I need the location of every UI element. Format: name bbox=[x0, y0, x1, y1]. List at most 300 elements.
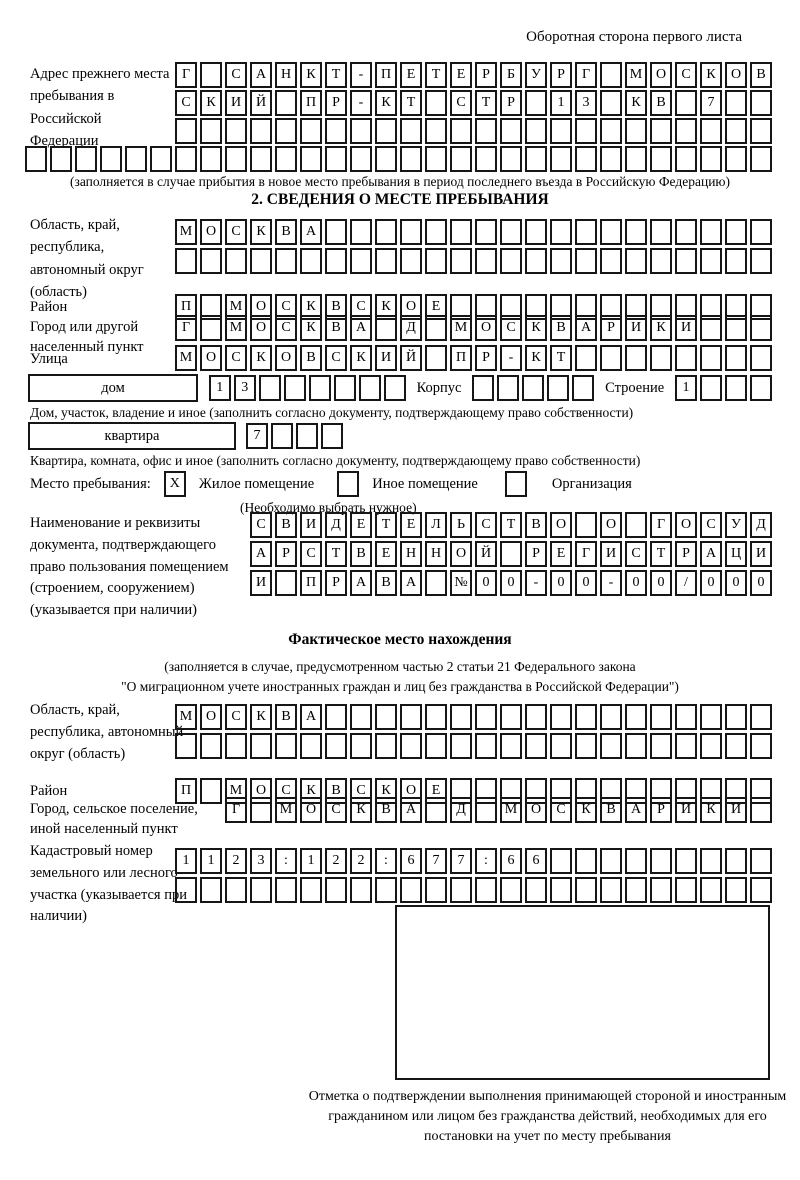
char-cell[interactable]: В bbox=[375, 570, 397, 596]
char-cell[interactable] bbox=[500, 219, 522, 245]
char-cell[interactable] bbox=[675, 877, 697, 903]
char-cell[interactable] bbox=[650, 877, 672, 903]
char-cell[interactable] bbox=[450, 733, 472, 759]
char-cell[interactable] bbox=[375, 733, 397, 759]
char-cell[interactable] bbox=[700, 146, 722, 172]
char-cell[interactable]: Е bbox=[425, 778, 447, 804]
char-cell[interactable] bbox=[100, 146, 122, 172]
char-cell[interactable]: О bbox=[275, 345, 297, 371]
char-cell[interactable]: Р bbox=[475, 62, 497, 88]
char-cell[interactable] bbox=[200, 877, 222, 903]
char-cell[interactable] bbox=[300, 248, 322, 274]
char-cell[interactable]: Ц bbox=[725, 541, 747, 567]
char-cell[interactable] bbox=[497, 375, 519, 401]
char-cell[interactable] bbox=[275, 733, 297, 759]
char-cell[interactable] bbox=[325, 219, 347, 245]
char-cell[interactable] bbox=[625, 733, 647, 759]
char-cell[interactable] bbox=[250, 118, 272, 144]
char-cell[interactable]: О bbox=[200, 219, 222, 245]
char-cell[interactable] bbox=[750, 146, 772, 172]
char-cell[interactable]: В bbox=[325, 778, 347, 804]
char-cell[interactable]: В bbox=[750, 62, 772, 88]
char-cell[interactable]: О bbox=[450, 541, 472, 567]
char-cell[interactable] bbox=[600, 62, 622, 88]
char-cell[interactable] bbox=[550, 877, 572, 903]
char-cell[interactable]: 1 bbox=[175, 848, 197, 874]
char-cell[interactable]: О bbox=[250, 294, 272, 320]
char-cell[interactable] bbox=[600, 219, 622, 245]
char-cell[interactable]: П bbox=[175, 778, 197, 804]
char-cell[interactable] bbox=[550, 146, 572, 172]
char-cell[interactable]: К bbox=[200, 90, 222, 116]
char-cell[interactable]: Р bbox=[500, 90, 522, 116]
char-cell[interactable]: М bbox=[175, 345, 197, 371]
char-cell[interactable] bbox=[300, 877, 322, 903]
char-cell[interactable]: № bbox=[450, 570, 472, 596]
char-cell[interactable]: О bbox=[475, 315, 497, 341]
char-cell[interactable] bbox=[321, 423, 343, 449]
char-cell[interactable]: С bbox=[225, 62, 247, 88]
char-cell[interactable]: - bbox=[350, 90, 372, 116]
char-cell[interactable] bbox=[400, 704, 422, 730]
char-cell[interactable] bbox=[472, 375, 494, 401]
char-cell[interactable] bbox=[550, 219, 572, 245]
char-cell[interactable] bbox=[250, 248, 272, 274]
char-cell[interactable] bbox=[259, 375, 281, 401]
char-cell[interactable]: В bbox=[275, 512, 297, 538]
char-cell[interactable]: Р bbox=[325, 90, 347, 116]
char-cell[interactable]: К bbox=[700, 62, 722, 88]
char-cell[interactable] bbox=[675, 118, 697, 144]
char-cell[interactable] bbox=[475, 118, 497, 144]
char-cell[interactable] bbox=[200, 146, 222, 172]
char-cell[interactable] bbox=[700, 877, 722, 903]
char-cell[interactable]: 2 bbox=[325, 848, 347, 874]
char-cell[interactable]: : bbox=[275, 848, 297, 874]
char-cell[interactable]: С bbox=[675, 62, 697, 88]
char-cell[interactable]: О bbox=[400, 778, 422, 804]
char-cell[interactable]: П bbox=[300, 570, 322, 596]
char-cell[interactable] bbox=[600, 733, 622, 759]
char-cell[interactable] bbox=[650, 118, 672, 144]
char-cell[interactable] bbox=[700, 118, 722, 144]
char-cell[interactable] bbox=[425, 877, 447, 903]
char-cell[interactable] bbox=[750, 118, 772, 144]
char-cell[interactable] bbox=[525, 118, 547, 144]
char-cell[interactable] bbox=[550, 733, 572, 759]
char-cell[interactable]: Д bbox=[400, 315, 422, 341]
char-cell[interactable] bbox=[475, 877, 497, 903]
char-cell[interactable]: Г bbox=[175, 315, 197, 341]
char-cell[interactable] bbox=[275, 877, 297, 903]
char-cell[interactable]: В bbox=[550, 315, 572, 341]
char-cell[interactable] bbox=[250, 877, 272, 903]
char-cell[interactable]: Ь bbox=[450, 512, 472, 538]
char-cell[interactable] bbox=[500, 248, 522, 274]
char-cell[interactable] bbox=[450, 146, 472, 172]
char-cell[interactable]: 1 bbox=[200, 848, 222, 874]
char-cell[interactable]: П bbox=[175, 294, 197, 320]
char-cell[interactable] bbox=[725, 315, 747, 341]
char-cell[interactable] bbox=[284, 375, 306, 401]
char-cell[interactable] bbox=[275, 248, 297, 274]
char-cell[interactable]: О bbox=[250, 778, 272, 804]
char-cell[interactable]: Н bbox=[275, 62, 297, 88]
char-cell[interactable] bbox=[575, 512, 597, 538]
char-cell[interactable] bbox=[675, 90, 697, 116]
char-cell[interactable] bbox=[725, 877, 747, 903]
char-cell[interactable]: О bbox=[400, 294, 422, 320]
char-cell[interactable] bbox=[575, 345, 597, 371]
checkbox-zhiloe[interactable]: X bbox=[164, 471, 186, 497]
char-cell[interactable] bbox=[225, 733, 247, 759]
char-cell[interactable]: О bbox=[200, 345, 222, 371]
char-cell[interactable]: Е bbox=[425, 294, 447, 320]
char-cell[interactable]: 0 bbox=[750, 570, 772, 596]
char-cell[interactable] bbox=[175, 877, 197, 903]
char-cell[interactable] bbox=[750, 848, 772, 874]
char-cell[interactable] bbox=[522, 375, 544, 401]
char-cell[interactable] bbox=[375, 704, 397, 730]
char-cell[interactable]: У bbox=[725, 512, 747, 538]
char-cell[interactable] bbox=[309, 375, 331, 401]
char-cell[interactable] bbox=[650, 248, 672, 274]
char-cell[interactable] bbox=[375, 146, 397, 172]
char-cell[interactable]: М bbox=[625, 62, 647, 88]
char-cell[interactable] bbox=[575, 733, 597, 759]
char-cell[interactable] bbox=[450, 118, 472, 144]
char-cell[interactable]: С bbox=[175, 90, 197, 116]
char-cell[interactable] bbox=[725, 219, 747, 245]
char-cell[interactable]: С bbox=[450, 90, 472, 116]
char-cell[interactable]: Т bbox=[500, 512, 522, 538]
char-cell[interactable] bbox=[150, 146, 172, 172]
char-cell[interactable]: В bbox=[350, 541, 372, 567]
char-cell[interactable]: В bbox=[275, 704, 297, 730]
char-cell[interactable] bbox=[500, 877, 522, 903]
char-cell[interactable]: Т bbox=[325, 62, 347, 88]
char-cell[interactable] bbox=[450, 704, 472, 730]
char-cell[interactable] bbox=[750, 704, 772, 730]
char-cell[interactable] bbox=[200, 62, 222, 88]
char-cell[interactable]: Г bbox=[575, 62, 597, 88]
char-cell[interactable] bbox=[359, 375, 381, 401]
char-cell[interactable] bbox=[125, 146, 147, 172]
char-cell[interactable]: К bbox=[525, 345, 547, 371]
char-cell[interactable]: 0 bbox=[725, 570, 747, 596]
char-cell[interactable]: В bbox=[325, 294, 347, 320]
char-cell[interactable]: 3 bbox=[575, 90, 597, 116]
char-cell[interactable]: Е bbox=[350, 512, 372, 538]
char-cell[interactable] bbox=[700, 219, 722, 245]
char-cell[interactable] bbox=[375, 315, 397, 341]
char-cell[interactable]: 0 bbox=[575, 570, 597, 596]
char-cell[interactable]: И bbox=[725, 797, 747, 823]
char-cell[interactable]: 0 bbox=[700, 570, 722, 596]
char-cell[interactable] bbox=[325, 118, 347, 144]
char-cell[interactable]: 0 bbox=[650, 570, 672, 596]
char-cell[interactable]: П bbox=[375, 62, 397, 88]
char-cell[interactable]: К bbox=[350, 797, 372, 823]
char-cell[interactable]: К bbox=[300, 62, 322, 88]
char-cell[interactable] bbox=[725, 848, 747, 874]
char-cell[interactable]: С bbox=[275, 778, 297, 804]
char-cell[interactable]: Р bbox=[475, 345, 497, 371]
char-cell[interactable] bbox=[425, 315, 447, 341]
char-cell[interactable] bbox=[300, 118, 322, 144]
char-cell[interactable]: С bbox=[250, 512, 272, 538]
char-cell[interactable]: 3 bbox=[250, 848, 272, 874]
char-cell[interactable]: С bbox=[350, 778, 372, 804]
char-cell[interactable] bbox=[600, 248, 622, 274]
char-cell[interactable] bbox=[675, 219, 697, 245]
char-cell[interactable]: Р bbox=[525, 541, 547, 567]
char-cell[interactable] bbox=[500, 704, 522, 730]
char-cell[interactable]: 6 bbox=[525, 848, 547, 874]
char-cell[interactable] bbox=[350, 219, 372, 245]
char-cell[interactable] bbox=[275, 90, 297, 116]
char-cell[interactable] bbox=[225, 146, 247, 172]
char-cell[interactable] bbox=[675, 848, 697, 874]
char-cell[interactable] bbox=[175, 146, 197, 172]
char-cell[interactable]: Т bbox=[400, 90, 422, 116]
char-cell[interactable] bbox=[575, 219, 597, 245]
char-cell[interactable]: П bbox=[300, 90, 322, 116]
char-cell[interactable] bbox=[400, 146, 422, 172]
char-cell[interactable]: К bbox=[575, 797, 597, 823]
char-cell[interactable]: О bbox=[300, 797, 322, 823]
char-cell[interactable] bbox=[500, 146, 522, 172]
char-cell[interactable]: У bbox=[525, 62, 547, 88]
char-cell[interactable] bbox=[625, 118, 647, 144]
char-cell[interactable]: С bbox=[625, 541, 647, 567]
char-cell[interactable]: М bbox=[175, 704, 197, 730]
char-cell[interactable] bbox=[425, 704, 447, 730]
char-cell[interactable]: Б bbox=[500, 62, 522, 88]
char-cell[interactable]: О bbox=[200, 704, 222, 730]
char-cell[interactable] bbox=[175, 733, 197, 759]
char-cell[interactable] bbox=[575, 248, 597, 274]
char-cell[interactable]: А bbox=[250, 62, 272, 88]
char-cell[interactable]: И bbox=[675, 797, 697, 823]
char-cell[interactable] bbox=[750, 345, 772, 371]
char-cell[interactable]: 6 bbox=[400, 848, 422, 874]
char-cell[interactable] bbox=[425, 733, 447, 759]
char-cell[interactable] bbox=[334, 375, 356, 401]
char-cell[interactable]: В bbox=[650, 90, 672, 116]
char-cell[interactable]: Т bbox=[650, 541, 672, 567]
char-cell[interactable] bbox=[200, 315, 222, 341]
char-cell[interactable]: О bbox=[525, 797, 547, 823]
char-cell[interactable] bbox=[600, 118, 622, 144]
char-cell[interactable] bbox=[275, 146, 297, 172]
char-cell[interactable]: С bbox=[300, 541, 322, 567]
char-cell[interactable]: Р bbox=[325, 570, 347, 596]
char-cell[interactable]: О bbox=[250, 315, 272, 341]
char-cell[interactable] bbox=[625, 248, 647, 274]
char-cell[interactable] bbox=[600, 90, 622, 116]
char-cell[interactable] bbox=[547, 375, 569, 401]
char-cell[interactable] bbox=[525, 248, 547, 274]
char-cell[interactable]: - bbox=[525, 570, 547, 596]
char-cell[interactable]: Е bbox=[400, 62, 422, 88]
char-cell[interactable]: Г bbox=[575, 541, 597, 567]
char-cell[interactable]: В bbox=[375, 797, 397, 823]
char-cell[interactable]: О bbox=[600, 512, 622, 538]
char-cell[interactable] bbox=[425, 118, 447, 144]
char-cell[interactable] bbox=[575, 848, 597, 874]
char-cell[interactable]: К bbox=[525, 315, 547, 341]
char-cell[interactable] bbox=[271, 423, 293, 449]
char-cell[interactable] bbox=[350, 146, 372, 172]
char-cell[interactable]: 1 bbox=[300, 848, 322, 874]
char-cell[interactable]: Р bbox=[675, 541, 697, 567]
char-cell[interactable]: Т bbox=[375, 512, 397, 538]
char-cell[interactable]: С bbox=[550, 797, 572, 823]
char-cell[interactable] bbox=[725, 118, 747, 144]
char-cell[interactable]: К bbox=[375, 778, 397, 804]
char-cell[interactable]: О bbox=[550, 512, 572, 538]
char-cell[interactable] bbox=[650, 345, 672, 371]
char-cell[interactable]: А bbox=[625, 797, 647, 823]
char-cell[interactable]: М bbox=[275, 797, 297, 823]
char-cell[interactable] bbox=[650, 146, 672, 172]
char-cell[interactable]: Н bbox=[425, 541, 447, 567]
char-cell[interactable]: М bbox=[225, 778, 247, 804]
char-cell[interactable] bbox=[700, 345, 722, 371]
char-cell[interactable]: 3 bbox=[234, 375, 256, 401]
char-cell[interactable]: 1 bbox=[209, 375, 231, 401]
char-cell[interactable] bbox=[400, 877, 422, 903]
char-cell[interactable]: 0 bbox=[550, 570, 572, 596]
char-cell[interactable] bbox=[300, 733, 322, 759]
char-cell[interactable] bbox=[600, 877, 622, 903]
char-cell[interactable]: И bbox=[675, 315, 697, 341]
char-cell[interactable]: Й bbox=[400, 345, 422, 371]
char-cell[interactable]: К bbox=[625, 90, 647, 116]
char-cell[interactable]: Е bbox=[400, 512, 422, 538]
char-cell[interactable]: Т bbox=[475, 90, 497, 116]
char-cell[interactable] bbox=[500, 733, 522, 759]
char-cell[interactable] bbox=[575, 704, 597, 730]
char-cell[interactable] bbox=[575, 118, 597, 144]
char-cell[interactable]: Т bbox=[325, 541, 347, 567]
char-cell[interactable] bbox=[350, 118, 372, 144]
char-cell[interactable]: К bbox=[375, 90, 397, 116]
char-cell[interactable] bbox=[750, 877, 772, 903]
char-cell[interactable]: 1 bbox=[675, 375, 697, 401]
char-cell[interactable]: 6 bbox=[500, 848, 522, 874]
char-cell[interactable] bbox=[375, 219, 397, 245]
char-cell[interactable]: Й bbox=[250, 90, 272, 116]
char-cell[interactable]: 2 bbox=[350, 848, 372, 874]
char-cell[interactable]: А bbox=[400, 570, 422, 596]
char-cell[interactable]: Р bbox=[650, 797, 672, 823]
char-cell[interactable] bbox=[225, 877, 247, 903]
char-cell[interactable] bbox=[750, 733, 772, 759]
char-cell[interactable] bbox=[75, 146, 97, 172]
checkbox-inoe[interactable] bbox=[337, 471, 359, 497]
char-cell[interactable]: А bbox=[575, 315, 597, 341]
char-cell[interactable]: С bbox=[325, 797, 347, 823]
char-cell[interactable] bbox=[700, 248, 722, 274]
char-cell[interactable] bbox=[725, 146, 747, 172]
char-cell[interactable] bbox=[650, 704, 672, 730]
char-cell[interactable] bbox=[575, 146, 597, 172]
char-cell[interactable] bbox=[475, 704, 497, 730]
char-cell[interactable]: К bbox=[375, 294, 397, 320]
char-cell[interactable] bbox=[425, 90, 447, 116]
char-cell[interactable]: О bbox=[725, 62, 747, 88]
char-cell[interactable] bbox=[675, 146, 697, 172]
char-cell[interactable] bbox=[375, 877, 397, 903]
char-cell[interactable] bbox=[700, 848, 722, 874]
char-cell[interactable]: М bbox=[225, 315, 247, 341]
char-cell[interactable]: С bbox=[500, 315, 522, 341]
char-cell[interactable] bbox=[700, 704, 722, 730]
char-cell[interactable] bbox=[225, 248, 247, 274]
char-cell[interactable] bbox=[525, 704, 547, 730]
char-cell[interactable] bbox=[425, 146, 447, 172]
char-cell[interactable]: 0 bbox=[625, 570, 647, 596]
char-cell[interactable] bbox=[750, 797, 772, 823]
char-cell[interactable]: Н bbox=[400, 541, 422, 567]
char-cell[interactable] bbox=[200, 248, 222, 274]
char-cell[interactable] bbox=[350, 877, 372, 903]
char-cell[interactable] bbox=[572, 375, 594, 401]
char-cell[interactable]: О bbox=[650, 62, 672, 88]
char-cell[interactable] bbox=[325, 146, 347, 172]
char-cell[interactable] bbox=[525, 733, 547, 759]
char-cell[interactable]: В bbox=[525, 512, 547, 538]
char-cell[interactable] bbox=[675, 248, 697, 274]
char-cell[interactable] bbox=[425, 219, 447, 245]
char-cell[interactable] bbox=[350, 248, 372, 274]
char-cell[interactable] bbox=[200, 118, 222, 144]
char-cell[interactable] bbox=[450, 877, 472, 903]
char-cell[interactable] bbox=[725, 248, 747, 274]
char-cell[interactable] bbox=[625, 345, 647, 371]
char-cell[interactable] bbox=[250, 797, 272, 823]
char-cell[interactable]: И bbox=[300, 512, 322, 538]
char-cell[interactable] bbox=[650, 848, 672, 874]
char-cell[interactable]: О bbox=[675, 512, 697, 538]
char-cell[interactable] bbox=[625, 512, 647, 538]
char-cell[interactable]: - bbox=[500, 345, 522, 371]
char-cell[interactable] bbox=[600, 704, 622, 730]
char-cell[interactable]: 1 bbox=[550, 90, 572, 116]
char-cell[interactable] bbox=[750, 375, 772, 401]
char-cell[interactable] bbox=[600, 146, 622, 172]
char-cell[interactable]: Г bbox=[650, 512, 672, 538]
char-cell[interactable] bbox=[725, 375, 747, 401]
char-cell[interactable] bbox=[450, 248, 472, 274]
char-cell[interactable]: П bbox=[450, 345, 472, 371]
char-cell[interactable]: С bbox=[350, 294, 372, 320]
char-cell[interactable]: К bbox=[700, 797, 722, 823]
char-cell[interactable] bbox=[325, 733, 347, 759]
char-cell[interactable] bbox=[425, 248, 447, 274]
char-cell[interactable]: А bbox=[400, 797, 422, 823]
char-cell[interactable]: Д bbox=[450, 797, 472, 823]
char-cell[interactable] bbox=[750, 219, 772, 245]
char-cell[interactable] bbox=[400, 219, 422, 245]
char-cell[interactable]: Р bbox=[275, 541, 297, 567]
char-cell[interactable] bbox=[300, 146, 322, 172]
char-cell[interactable]: М bbox=[450, 315, 472, 341]
char-cell[interactable] bbox=[175, 118, 197, 144]
char-cell[interactable]: К bbox=[300, 315, 322, 341]
